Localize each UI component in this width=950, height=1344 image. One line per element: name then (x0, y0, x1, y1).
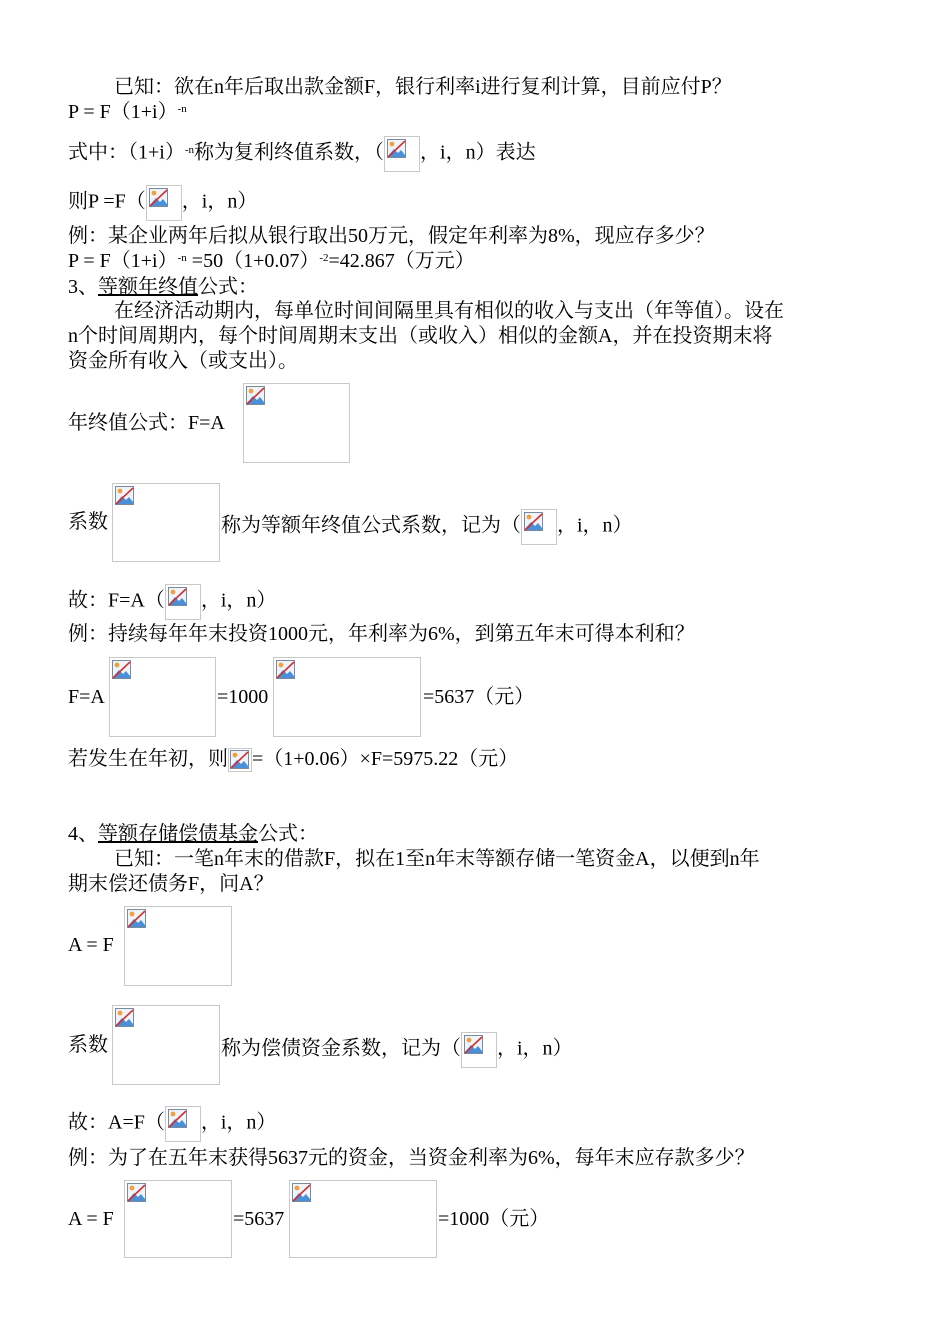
s3-desc-line-2: n个时间周期内，每个时间周期末支出（或收入）相似的金额A，并在投资期末将 (68, 325, 773, 347)
s4-therefore: 故：A=F（ ，i，n） (68, 1106, 276, 1142)
formula-image-icon (165, 1106, 201, 1142)
s3-desc-line-1: 在经济活动期内，每单位时间间隔里具有相似的收入与支出（年等值）。设在 (114, 300, 784, 322)
s3-coef-text: 称为等额年终值公式系数，记为（ ，i，n） (221, 509, 633, 545)
s2-known: 已知：欲在n年后取出款金额F，银行利率i进行复利计算，目前应付P？ (114, 76, 732, 98)
s4-heading: 4、等额存储偿债基金公式： (68, 823, 318, 845)
s3-year-begin: 若发生在年初，则 =（1+0.06）×F=5975.22（元） (68, 746, 518, 772)
formula-image-icon (273, 657, 421, 737)
s3-coef-label: 系数 (68, 511, 108, 533)
s3-therefore: 故：F=A（ ，i，n） (68, 584, 276, 620)
s4-calc-a: A = F (68, 1208, 114, 1230)
formula-image-icon (228, 748, 252, 772)
formula-image-icon (109, 657, 216, 737)
s2-then-line: 则P =F（ ，i，n） (68, 185, 257, 221)
s4-known-line-1: 已知：一笔n年末的借款F，拟在1至n年末等额存储一笔资金A，以便到n年 (114, 848, 760, 870)
formula-image-icon (243, 383, 350, 463)
s3-calc-b: =1000 (217, 686, 269, 708)
s2-example: 例：某企业两年后拟从银行取出50万元，假定年利率为8%，现应存多少？ (68, 225, 715, 247)
formula-image-icon (165, 584, 201, 620)
s4-coef-label: 系数 (68, 1034, 108, 1056)
formula-image-icon (289, 1180, 437, 1258)
s4-coef-text: 称为偿债资金系数，记为（ ，i，n） (221, 1032, 573, 1068)
s2-formula: $P = F(1+i)^{-n}$ (68, 101, 187, 123)
s4-calc-c: =1000（元） (438, 1208, 550, 1230)
s4-calc-b: =5637 (233, 1208, 285, 1230)
s3-heading: 3、等额年终值公式： (68, 276, 258, 298)
s3-formula-label: 年终值公式：F=A (68, 412, 225, 434)
s4-formula-label: A = F (68, 934, 114, 956)
s3-calc-c: =5637（元） (423, 686, 535, 708)
s4-example: 例：为了在五年末获得5637元的资金，当资金利率为6%，每年末应存款多少？ (68, 1147, 755, 1169)
s2-calculation: $P = F(1+i)^{-n} =50(1+0.07)^{-2}=42.867$（万元） (68, 250, 475, 272)
formula-image-icon (146, 185, 182, 221)
s2-coefficient-line: 式中：$(1+i)^{-n}$称为复利终值系数，（ ，i，n）表达 (68, 136, 536, 172)
formula-image-icon (112, 1005, 220, 1085)
formula-image-icon (124, 906, 232, 986)
s4-known-line-2: 期末偿还债务F，问A？ (68, 873, 274, 895)
s3-desc-line-3: 资金所有收入（或支出）。 (68, 350, 298, 372)
formula-image-icon (461, 1032, 497, 1068)
formula-image-icon (124, 1180, 232, 1258)
formula-image-icon (384, 136, 420, 172)
formula-image-icon (521, 509, 557, 545)
s3-example: 例：持续每年年末投资1000元，年利率为6%，到第五年末可得本利和？ (68, 623, 695, 645)
s3-calc-a: F=A (68, 686, 105, 708)
formula-image-icon (112, 483, 220, 562)
